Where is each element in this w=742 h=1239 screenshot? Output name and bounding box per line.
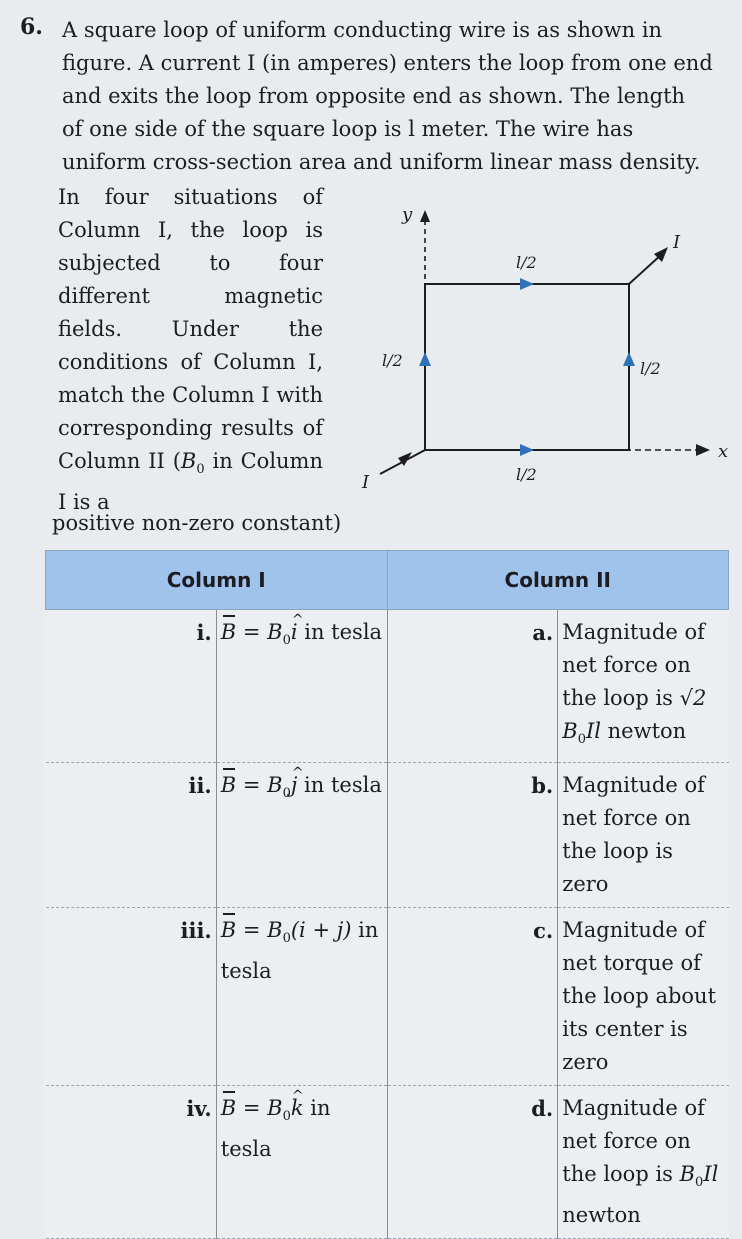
current-out-wire (629, 254, 662, 284)
match-table-wrapper (45, 550, 729, 1228)
square-loop (425, 284, 629, 450)
question-line: figure. A current I (in amperes) enters the loop from one end (62, 51, 713, 75)
wrap-text: In four situations of Column I, the loop is subjected to four different magnetic fields. Under the conditions of Column I, match the Column I with corresponding results of Column II (58, 185, 323, 473)
question-line: and exits the loop from opposite end as shown. The length (62, 84, 686, 108)
table-row (46, 908, 729, 1086)
top-side-arrow-icon (520, 278, 534, 290)
x-axis-arrow-icon (696, 444, 710, 456)
question-line: uniform cross-section area and uniform linear mass density. (62, 150, 701, 174)
result-text: Magnitude of net force on the loop is zero (558, 763, 729, 908)
row-label-i: i. (46, 610, 217, 763)
y-axis-arrow-icon (420, 210, 430, 222)
question-line: of one side of the square loop is l meter. The wire has (62, 117, 634, 141)
field-expression: $B = B_0\^{}$ k in tesla (216, 1086, 387, 1239)
top-side-label: l/2 (516, 253, 537, 272)
row-label-iv: iv. (46, 1086, 217, 1239)
y-axis-label: y (402, 204, 413, 225)
x-axis-label: x (718, 441, 729, 462)
question-line: A square loop of uniform conducting wire is as shown in (62, 18, 663, 42)
result-text: Magnitude of net torque of the loop about its center is zero (558, 908, 729, 1086)
column-2-header: Column II (387, 551, 729, 610)
question-text (62, 14, 722, 179)
question-number: 6. (20, 14, 43, 40)
field-expression: $B = B_0\^{}$ i in tesla (216, 610, 387, 763)
table-row (46, 610, 729, 763)
row-label-iii: iii. (46, 908, 217, 1086)
result-text: Magnitude of net force on the loop is √2 $B_0Il$ newton (558, 610, 729, 763)
right-side-label: l/2 (640, 359, 661, 378)
current-in-label: I (362, 472, 370, 492)
question-wrap-text (58, 181, 323, 519)
current-out-label: I (673, 232, 681, 253)
bottom-side-label: l/2 (516, 465, 537, 484)
match-table (45, 550, 729, 1239)
row-label-c: c. (387, 908, 558, 1086)
question-last-line: positive non-zero constant) (52, 511, 342, 535)
field-expression: $B = B_0\^{}$ j in tesla (216, 763, 387, 908)
row-label-b: b. (387, 763, 558, 908)
field-expression: $B = B_0(i + j)$ in tesla (216, 908, 387, 1086)
row-label-d: d. (387, 1086, 558, 1239)
bottom-side-arrow-icon (520, 444, 534, 456)
table-header-row (46, 551, 729, 610)
right-side-arrow-icon (623, 352, 635, 366)
result-text: Magnitude of net force on the loop is $B_0Il$ newton (558, 1086, 729, 1239)
column-1-header: Column I (46, 551, 388, 610)
table-row (46, 763, 729, 908)
wrap-end: ($B_0$ in Column I is a (58, 449, 323, 515)
left-side-label: l/2 (382, 351, 403, 370)
square-loop-figure (340, 192, 730, 492)
left-side-arrow-icon (419, 352, 431, 366)
row-label-ii: ii. (46, 763, 217, 908)
row-label-a: a. (387, 610, 558, 763)
table-row (46, 1086, 729, 1239)
